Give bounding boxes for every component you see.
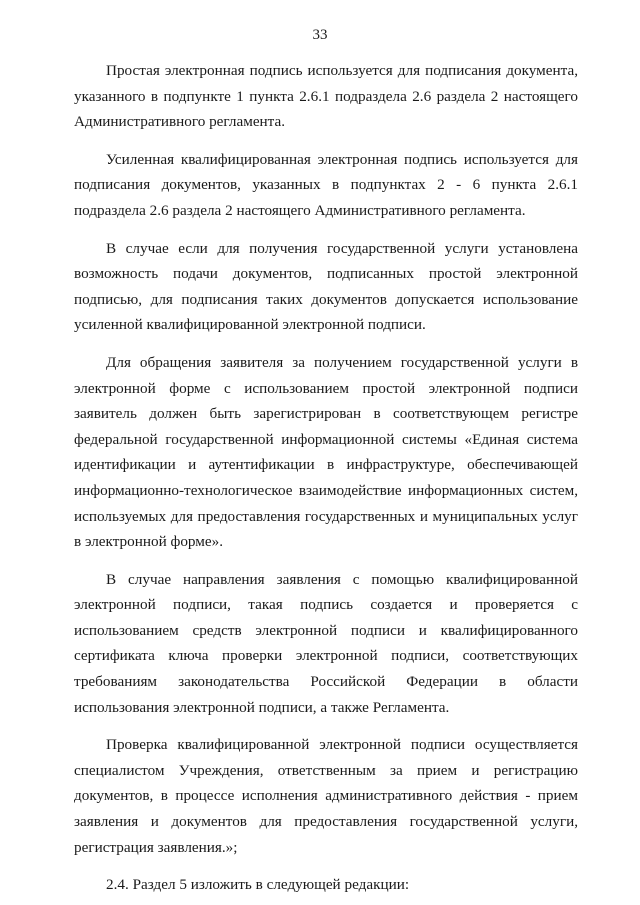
page-number: 33 bbox=[312, 27, 328, 43]
paragraph-section-amendment: 2.4. Раздел 5 изложить в следующей редакции: bbox=[106, 876, 410, 894]
document-body bbox=[74, 58, 578, 898]
paragraph-signature-verification: Проверка квалифицированной электронной подписи осуществляется специалистом Учреждения, ответственным за прием и регистрацию документов, в процессе исполнения административного действия - прием заявления и документов для предоставления государственной услуги, регистрация заявления.»; bbox=[74, 736, 578, 856]
paragraph-qualified-signature-check: В случае направления заявления с помощью квалифицированной электронной подписи, такая подпись создается и проверяется с использованием средств электронной подписи и квалифицированного сертификата ключа проверки электронной подписи, соответствующих требованиям законодательства Российской Федерации в области использования электронной подписи, а также Регламента. bbox=[74, 570, 578, 716]
paragraph-qualified-signature: Усиленная квалифицированная электронная подпись используется для подписания документов, указанных в подпунктах 2 - 6 пункта 2.6.1 подраздела 2.6 раздела 2 настоящего Административного регламента. bbox=[74, 150, 578, 219]
paragraph-allowed-signature-case: В случае если для получения государственной услуги установлена возможность подачи документов, подписанных простой электронной подписью, для подписания таких документов допускается использование усиленной квалифицированной электронной подписи. bbox=[74, 239, 578, 334]
paragraph-simple-signature: Простая электронная подпись используется для подписания документа, указанного в подпункте 1 пункта 2.6.1 подраздела 2.6 раздела 2 настоящего Административного регламента. bbox=[74, 62, 578, 131]
paragraph-registration-requirement: Для обращения заявителя за получением государственной услуги в электронной форме с использованием простой электронной подписи заявитель должен быть зарегистрирован в соответствующем регистре федеральной государственной информационной системы «Единая система идентификации и аутентификации в инфраструктуре, обеспечивающей информационно-технологическое взаимодействие информационных систем, используемых для предоставления государственных и муниципальных услуг в электронной форме». bbox=[74, 353, 578, 551]
